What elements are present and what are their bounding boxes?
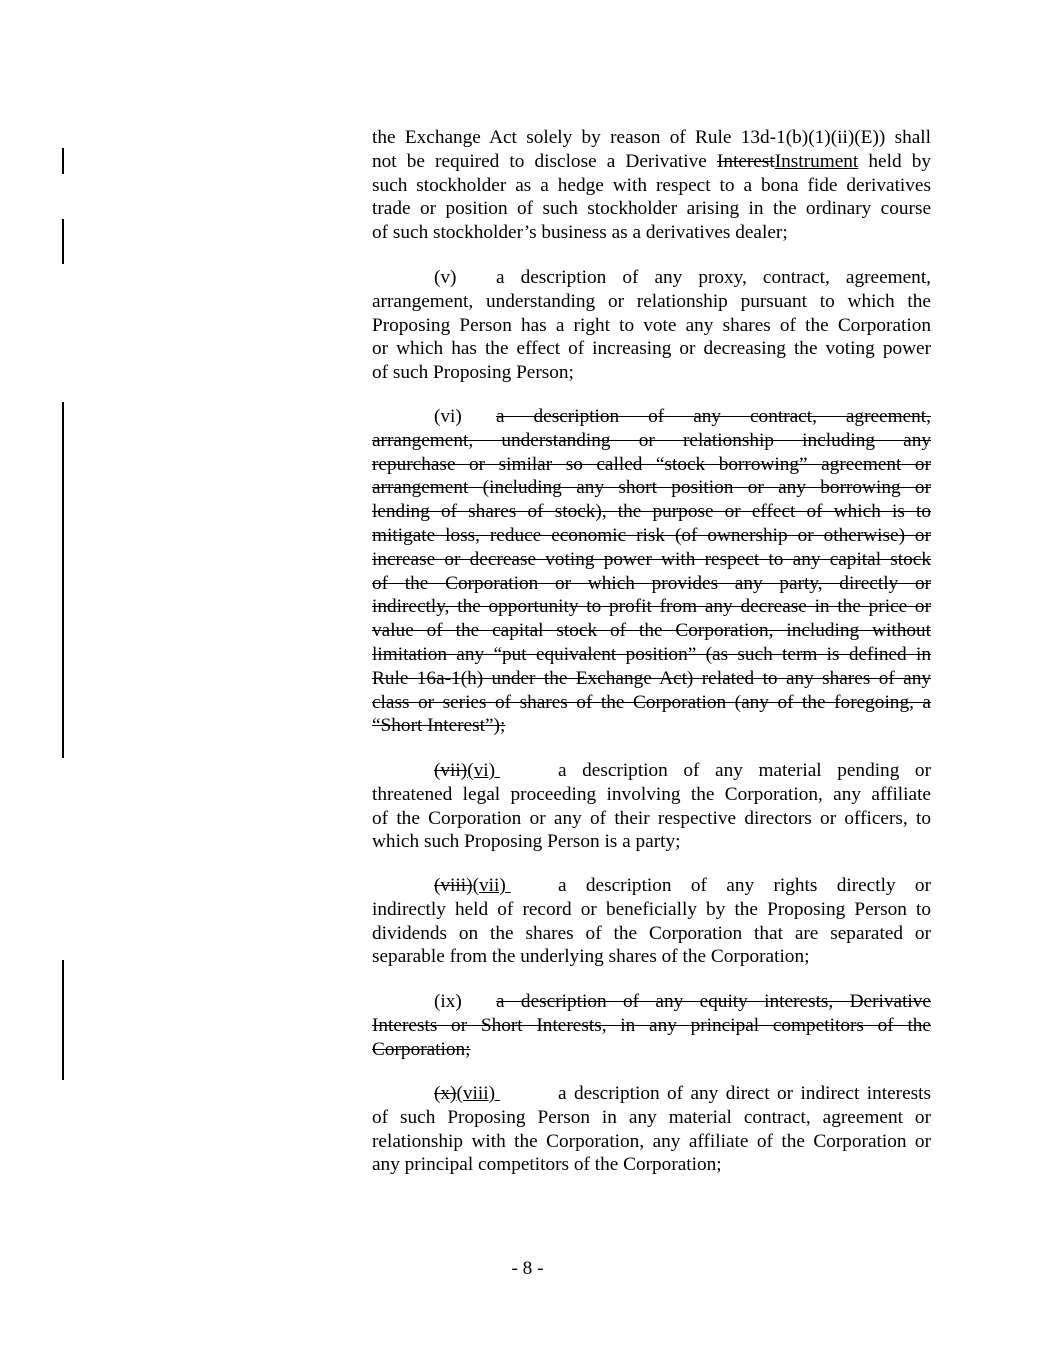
paragraph-continuation [372,126,931,245]
text: a description of any material pending or [558,760,931,781]
text-line: dividends on the shares of the Corporation that are separated or [372,922,931,944]
text-line: arrangement (including any short position or any borrowing or [372,477,931,499]
change-bar [62,960,64,1080]
text-line: lending of shares of stock), the purpose or effect of which is to [372,501,931,523]
clause-vii [372,874,931,969]
text-line: threatened legal proceeding involving the Corporation, any affiliate [372,783,931,805]
clause-number: (ix) [434,991,462,1012]
deleted-text: Interest [716,150,775,172]
text-line: arrangement, understanding or relationship pursuant to which the [372,290,931,312]
text-line: any principal competitors of the Corporation; [372,1154,722,1176]
text: held by [858,150,931,172]
clause-vi [372,759,931,854]
change-bar [62,148,64,174]
text-line: or which has the effect of increasing or decreasing the voting power [372,338,931,360]
text-line: of the Corporation or any of their respective directors or officers, to [372,807,931,829]
page-number: - 8 - [511,1258,544,1279]
text-line: of such Proposing Person in any material contract, agreement or [372,1106,931,1128]
text: not be required to disclose a Derivative [372,150,717,172]
text-line [372,405,931,429]
text-line [372,759,931,783]
text-line: trade or position of such stockholder arising in the ordinary course [372,198,931,220]
clause-v [372,266,931,385]
text-line: Interests or Short Interests, in any principal competitors of the [372,1014,931,1036]
text-line: arrangement, understanding or relationship including any [372,429,931,451]
text-line [372,1082,931,1106]
text: a description of any contract, agreement, [496,406,931,427]
text-line: relationship with the Corporation, any affiliate of the Corporation or [372,1130,931,1152]
clause-number: (vi) [434,406,462,427]
text-line: Rule 16a-1(h) under the Exchange Act) related to any shares of any [372,667,931,689]
text-line: class or series of shares of the Corporation (any of the foregoing, a [372,691,931,713]
deleted-number: (viii) [434,875,473,896]
text-line: such stockholder as a hedge with respect to a bona fide derivatives [372,174,931,196]
text-line: which such Proposing Person is a party; [372,831,681,853]
change-bar [62,219,64,264]
text-line: indirectly held of record or beneficially by the Proposing Person to [372,898,931,920]
text-line: separable from the underlying shares of the Corporation; [372,946,810,968]
text: a description of any direct or indirect interests [558,1083,931,1104]
tab-underline [495,759,553,783]
inserted-text: Instrument [774,150,859,172]
text-line [372,266,931,290]
deleted-number: (x) [434,1083,457,1104]
text: a description of any rights directly or [558,875,931,896]
text-line: limitation any “put equivalent position” (as such term is defined in [372,643,931,665]
text-line: mitigate loss, reduce economic risk (of ownership or otherwise) or [372,524,931,546]
inserted-number: (vii) [472,875,506,896]
inserted-number: (viii) [456,1083,496,1104]
change-bar [62,402,64,758]
text-line [372,990,931,1014]
inserted-number: (vi) [467,760,496,781]
text-line: Proposing Person has a right to vote any shares of the Corporation [372,314,931,336]
text-line: of such Proposing Person; [372,362,574,384]
text: a description of any equity interests, Derivative [496,991,931,1012]
text-line: “Short Interest”); [372,715,506,737]
text-line: Corporation; [372,1038,471,1060]
text-line [372,874,931,898]
text-line: increase or decrease voting power with respect to any capital stock [372,548,931,570]
text-line: of the Corporation or which provides any party, directly or [372,572,931,594]
clause-ix-deleted [372,990,931,1061]
text-line: of such stockholder’s business as a derivatives dealer; [372,222,788,244]
deleted-number: (vii) [434,760,468,781]
text-line: indirectly, the opportunity to profit from any decrease in the price or [372,596,931,618]
clause-viii [372,1082,931,1177]
tab-underline [495,1082,552,1106]
text-line: repurchase or similar so called “stock borrowing” agreement or [372,453,931,475]
text-line: the Exchange Act solely by reason of Rule 13d-1(b)(1)(ii)(E)) shall [372,127,931,148]
text-line [372,150,931,174]
text: a description of any proxy, contract, agreement, [496,267,931,288]
clause-vi-deleted [372,405,931,738]
text-line: value of the capital stock of the Corporation, including without [372,620,931,642]
clause-number: (v) [434,267,457,288]
tab-underline [506,874,550,898]
